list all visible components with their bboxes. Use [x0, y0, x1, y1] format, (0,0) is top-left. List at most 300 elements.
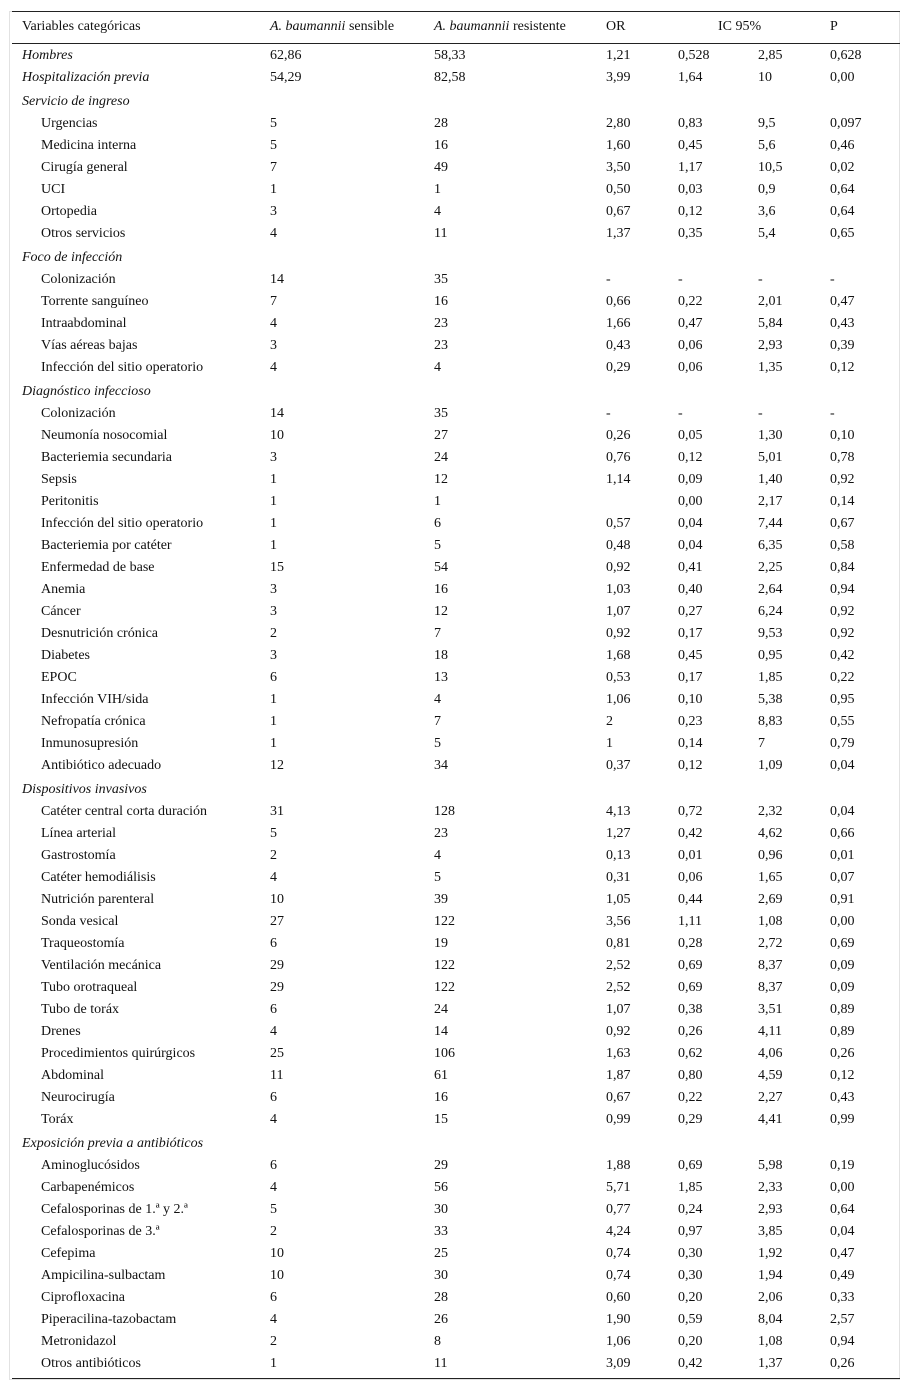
cell-sensible: 4 [270, 1024, 277, 1039]
cell-resistente: 35 [434, 406, 448, 421]
cell-or: 1,05 [606, 892, 631, 907]
cell-ic-upper: 9,53 [758, 626, 783, 641]
cell-or: 3,99 [606, 70, 631, 85]
row-label: Neurocirugía [41, 1090, 115, 1105]
cell-p: 0,00 [830, 1180, 855, 1195]
cell-ic-upper: 10 [758, 70, 772, 85]
cell-sensible: 2 [270, 1224, 277, 1239]
cell-or: 3,50 [606, 160, 631, 175]
row-label: Sepsis [41, 472, 77, 487]
cell-ic-upper: 4,06 [758, 1046, 783, 1061]
cell-sensible: 1 [270, 1356, 277, 1371]
cell-p: 0,84 [830, 560, 855, 575]
cell-resistente: 29 [434, 1158, 448, 1173]
cell-ic-lower: 0,06 [678, 870, 703, 885]
cell-resistente: 6 [434, 516, 441, 531]
cell-ic-upper: 4,11 [758, 1024, 782, 1039]
row-label: Neumonía nosocomial [41, 428, 168, 443]
cell-sensible: 4 [270, 226, 277, 241]
cell-resistente: 11 [434, 1356, 448, 1371]
cell-ic-upper: 1,30 [758, 428, 783, 443]
cell-p: 0,92 [830, 472, 855, 487]
cell-ic-upper: 5,84 [758, 316, 783, 331]
cell-ic-lower: 0,06 [678, 360, 703, 375]
cell-or: 1,27 [606, 826, 631, 841]
table-bottom-rule [12, 1378, 900, 1379]
row-label: Colonización [41, 406, 116, 421]
cell-p: 0,42 [830, 648, 855, 663]
cell-p: 0,47 [830, 294, 855, 309]
header-sensible-species: A. baumannii [270, 19, 346, 34]
cell-resistente: 1 [434, 494, 441, 509]
cell-p: 0,58 [830, 538, 855, 553]
cell-resistente: 23 [434, 338, 448, 353]
cell-or: - [606, 272, 611, 287]
cell-or: 0,92 [606, 626, 631, 641]
cell-ic-upper: 5,98 [758, 1158, 783, 1173]
cell-ic-upper: 1,08 [758, 914, 783, 929]
cell-or: 2 [606, 714, 613, 729]
cell-or: 1 [606, 736, 613, 751]
cell-ic-upper: 2,72 [758, 936, 783, 951]
row-label: Infección VIH/sida [41, 692, 149, 707]
row-label: Ampicilina-sulbactam [41, 1268, 166, 1283]
cell-resistente: 30 [434, 1202, 448, 1217]
row-label: Antibiótico adecuado [41, 758, 162, 773]
row-label: UCI [41, 182, 66, 197]
row-label: Dispositivos invasivos [22, 782, 147, 797]
row-label: EPOC [41, 670, 77, 685]
row-label: Diagnóstico infeccioso [22, 384, 151, 399]
cell-ic-lower: - [678, 406, 683, 421]
cell-or: 2,80 [606, 116, 631, 131]
cell-resistente: 122 [434, 980, 455, 995]
cell-or: 1,14 [606, 472, 631, 487]
cell-or: 0,48 [606, 538, 631, 553]
row-label: Hombres [22, 48, 73, 63]
cell-sensible: 54,29 [270, 70, 302, 85]
cell-resistente: 13 [434, 670, 448, 685]
cell-ic-lower: 0,45 [678, 648, 703, 663]
cell-ic-lower: 0,69 [678, 1158, 703, 1173]
row-label: Servicio de ingreso [22, 94, 130, 109]
cell-or: 0,50 [606, 182, 631, 197]
row-label: Tubo orotraqueal [41, 980, 138, 995]
cell-or: 3,56 [606, 914, 631, 929]
cell-ic-upper: 1,65 [758, 870, 783, 885]
cell-p: 0,43 [830, 316, 855, 331]
row-label: Diabetes [41, 648, 90, 663]
cell-p: 0,94 [830, 1334, 855, 1349]
cell-ic-lower: 0,41 [678, 560, 703, 575]
cell-sensible: 2 [270, 1334, 277, 1349]
cell-ic-lower: 0,05 [678, 428, 703, 443]
header-ic: IC 95% [718, 19, 762, 34]
cell-ic-upper: 1,92 [758, 1246, 783, 1261]
cell-sensible: 7 [270, 294, 277, 309]
cell-ic-lower: - [678, 272, 683, 287]
row-label: Piperacilina-tazobactam [41, 1312, 177, 1327]
cell-ic-lower: 0,04 [678, 516, 703, 531]
row-label: Metronidazol [41, 1334, 117, 1349]
cell-p: 0,00 [830, 914, 855, 929]
cell-ic-lower: 0,29 [678, 1112, 703, 1127]
cell-ic-lower: 1,11 [678, 914, 702, 929]
cell-p: 0,46 [830, 138, 855, 153]
header-sensible-label: sensible [345, 19, 395, 34]
cell-sensible: 5 [270, 138, 277, 153]
cell-or: 0,57 [606, 516, 631, 531]
cell-ic-lower: 0,20 [678, 1334, 703, 1349]
cell-or: - [606, 406, 611, 421]
cell-resistente: 24 [434, 1002, 448, 1017]
cell-ic-upper: 1,09 [758, 758, 783, 773]
cell-sensible: 4 [270, 870, 277, 885]
cell-resistente: 4 [434, 692, 441, 707]
row-label: Cefalosporinas de 1.ª y 2.ª [41, 1202, 188, 1217]
row-label: Infección del sitio operatorio [41, 516, 204, 531]
cell-ic-lower: 1,17 [678, 160, 703, 175]
cell-p: 0,00 [830, 70, 855, 85]
cell-ic-lower: 0,97 [678, 1224, 703, 1239]
cell-ic-upper: 8,83 [758, 714, 783, 729]
cell-ic-upper: 1,08 [758, 1334, 783, 1349]
cell-resistente: 34 [434, 758, 448, 773]
cell-p: 0,097 [830, 116, 862, 131]
cell-resistente: 28 [434, 116, 448, 131]
cell-p: 0,26 [830, 1046, 855, 1061]
cell-p: 0,04 [830, 804, 855, 819]
cell-resistente: 106 [434, 1046, 455, 1061]
row-label: Torrente sanguíneo [41, 294, 149, 309]
cell-ic-upper: 6,35 [758, 538, 783, 553]
cell-sensible: 1 [270, 494, 277, 509]
cell-p: 0,07 [830, 870, 855, 885]
cell-p: 0,04 [830, 1224, 855, 1239]
cell-resistente: 8 [434, 1334, 441, 1349]
cell-or: 0,74 [606, 1246, 631, 1261]
cell-sensible: 6 [270, 1090, 277, 1105]
cell-resistente: 61 [434, 1068, 448, 1083]
cell-ic-lower: 0,22 [678, 1090, 703, 1105]
cell-ic-lower: 0,12 [678, 204, 703, 219]
cell-sensible: 2 [270, 848, 277, 863]
cell-resistente: 4 [434, 360, 441, 375]
cell-resistente: 18 [434, 648, 448, 663]
row-label: Abdominal [41, 1068, 104, 1083]
cell-resistente: 128 [434, 804, 455, 819]
cell-or: 1,06 [606, 692, 631, 707]
table-header-rule [12, 43, 900, 44]
cell-sensible: 15 [270, 560, 284, 575]
cell-sensible: 25 [270, 1046, 284, 1061]
row-label: Exposición previa a antibióticos [22, 1136, 204, 1151]
cell-sensible: 5 [270, 1202, 277, 1217]
cell-or: 2,52 [606, 980, 631, 995]
cell-resistente: 30 [434, 1268, 448, 1283]
cell-or: 0,66 [606, 294, 631, 309]
cell-p: 0,66 [830, 826, 855, 841]
cell-sensible: 10 [270, 892, 284, 907]
cell-resistente: 4 [434, 848, 441, 863]
cell-or: 1,66 [606, 316, 631, 331]
cell-p: 0,09 [830, 958, 855, 973]
row-label: Peritonitis [41, 494, 99, 509]
cell-or: 0,31 [606, 870, 631, 885]
row-label: Colonización [41, 272, 116, 287]
cell-ic-lower: 0,27 [678, 604, 703, 619]
cell-or: 0,53 [606, 670, 631, 685]
cell-sensible: 27 [270, 914, 284, 929]
cell-ic-upper: - [758, 406, 763, 421]
cell-or: 0,29 [606, 360, 631, 375]
header-resistente-label: resistente [509, 19, 566, 34]
cell-ic-upper: 0,95 [758, 648, 783, 663]
cell-ic-upper: 5,38 [758, 692, 783, 707]
row-label: Bacteriemia secundaria [41, 450, 172, 465]
cell-ic-upper: 9,5 [758, 116, 776, 131]
row-label: Cefalosporinas de 3.ª [41, 1224, 160, 1239]
cell-ic-lower: 0,24 [678, 1202, 703, 1217]
cell-sensible: 4 [270, 316, 277, 331]
cell-resistente: 12 [434, 604, 448, 619]
cell-sensible: 2 [270, 626, 277, 641]
cell-resistente: 39 [434, 892, 448, 907]
cell-sensible: 1 [270, 472, 277, 487]
cell-ic-upper: 2,69 [758, 892, 783, 907]
cell-sensible: 3 [270, 450, 277, 465]
cell-resistente: 5 [434, 870, 441, 885]
cell-ic-lower: 0,62 [678, 1046, 703, 1061]
cell-ic-lower: 0,42 [678, 1356, 703, 1371]
cell-ic-upper: 10,5 [758, 160, 783, 175]
row-label: Drenes [41, 1024, 81, 1039]
cell-resistente: 1 [434, 182, 441, 197]
cell-ic-lower: 0,09 [678, 472, 703, 487]
cell-p: 0,64 [830, 182, 855, 197]
row-label: Cefepima [41, 1246, 96, 1261]
cell-or: 1,07 [606, 1002, 631, 1017]
cell-ic-upper: 3,85 [758, 1224, 783, 1239]
row-label: Tubo de toráx [41, 1002, 120, 1017]
cell-ic-lower: 0,28 [678, 936, 703, 951]
cell-ic-lower: 0,42 [678, 826, 703, 841]
row-label: Línea arterial [41, 826, 117, 841]
cell-ic-upper: 4,62 [758, 826, 783, 841]
cell-ic-upper: 2,64 [758, 582, 783, 597]
cell-ic-upper: 2,32 [758, 804, 783, 819]
cell-ic-upper: 2,93 [758, 1202, 783, 1217]
cell-ic-upper: 2,27 [758, 1090, 783, 1105]
cell-ic-lower: 0,72 [678, 804, 703, 819]
cell-ic-lower: 0,44 [678, 892, 703, 907]
cell-ic-lower: 0,12 [678, 758, 703, 773]
cell-resistente: 58,33 [434, 48, 466, 63]
cell-ic-upper: 2,06 [758, 1290, 783, 1305]
cell-resistente: 14 [434, 1024, 448, 1039]
cell-ic-upper: 2,85 [758, 48, 783, 63]
cell-ic-upper: 7 [758, 736, 765, 751]
cell-ic-lower: 0,10 [678, 692, 703, 707]
cell-or: 1,07 [606, 604, 631, 619]
row-label: Intraabdominal [41, 316, 127, 331]
cell-sensible: 62,86 [270, 48, 302, 63]
cell-ic-lower: 0,80 [678, 1068, 703, 1083]
cell-sensible: 29 [270, 958, 284, 973]
cell-or: 1,68 [606, 648, 631, 663]
cell-or: 2,52 [606, 958, 631, 973]
cell-ic-upper: 1,94 [758, 1268, 783, 1283]
row-label: Cáncer [41, 604, 81, 619]
cell-resistente: 7 [434, 714, 441, 729]
cell-or: 0,43 [606, 338, 631, 353]
cell-resistente: 4 [434, 204, 441, 219]
row-label: Nutrición parenteral [41, 892, 155, 907]
row-label: Bacteriemia por catéter [41, 538, 172, 553]
cell-resistente: 49 [434, 160, 448, 175]
cell-ic-lower: 0,30 [678, 1246, 703, 1261]
cell-p: 0,12 [830, 360, 855, 375]
cell-ic-lower: 0,23 [678, 714, 703, 729]
cell-resistente: 5 [434, 736, 441, 751]
row-label: Catéter central corta duración [41, 804, 207, 819]
cell-or: 1,03 [606, 582, 631, 597]
cell-p: 0,89 [830, 1002, 855, 1017]
row-label: Cirugía general [41, 160, 128, 175]
cell-p: 0,55 [830, 714, 855, 729]
row-label: Medicina interna [41, 138, 137, 153]
row-label: Hospitalización previa [22, 70, 150, 85]
cell-ic-lower: 0,69 [678, 958, 703, 973]
cell-p: 0,94 [830, 582, 855, 597]
cell-ic-lower: 0,45 [678, 138, 703, 153]
cell-p: 0,39 [830, 338, 855, 353]
cell-sensible: 1 [270, 182, 277, 197]
cell-ic-upper: 2,93 [758, 338, 783, 353]
row-label: Sonda vesical [41, 914, 119, 929]
row-label: Ventilación mecánica [41, 958, 162, 973]
cell-sensible: 6 [270, 670, 277, 685]
cell-resistente: 23 [434, 826, 448, 841]
cell-resistente: 56 [434, 1180, 448, 1195]
row-label: Procedimientos quirúrgicos [41, 1046, 196, 1061]
cell-sensible: 3 [270, 648, 277, 663]
cell-ic-lower: 0,03 [678, 182, 703, 197]
cell-p: 2,57 [830, 1312, 855, 1327]
cell-ic-upper: - [758, 272, 763, 287]
row-label: Infección del sitio operatorio [41, 360, 204, 375]
cell-or: 0,26 [606, 428, 631, 443]
cell-ic-lower: 0,30 [678, 1268, 703, 1283]
cell-sensible: 1 [270, 538, 277, 553]
cell-or: 0,76 [606, 450, 631, 465]
row-label: Ciprofloxacina [41, 1290, 125, 1305]
cell-ic-upper: 1,40 [758, 472, 783, 487]
cell-p: 0,33 [830, 1290, 855, 1305]
cell-sensible: 1 [270, 714, 277, 729]
cell-or: 0,74 [606, 1268, 631, 1283]
cell-p: 0,43 [830, 1090, 855, 1105]
cell-resistente: 54 [434, 560, 448, 575]
cell-or: 4,24 [606, 1224, 631, 1239]
cell-ic-lower: 0,35 [678, 226, 703, 241]
cell-ic-lower: 0,06 [678, 338, 703, 353]
cell-p: 0,47 [830, 1246, 855, 1261]
cell-ic-upper: 6,24 [758, 604, 783, 619]
cell-p: 0,78 [830, 450, 855, 465]
cell-or: 0,77 [606, 1202, 631, 1217]
cell-resistente: 28 [434, 1290, 448, 1305]
cell-ic-upper: 2,33 [758, 1180, 783, 1195]
cell-resistente: 122 [434, 958, 455, 973]
cell-ic-lower: 0,17 [678, 626, 703, 641]
cell-p: 0,49 [830, 1268, 855, 1283]
cell-ic-upper: 4,59 [758, 1068, 783, 1083]
cell-resistente: 5 [434, 538, 441, 553]
cell-ic-lower: 0,12 [678, 450, 703, 465]
cell-sensible: 6 [270, 1002, 277, 1017]
cell-resistente: 82,58 [434, 70, 466, 85]
cell-or: 1,37 [606, 226, 631, 241]
cell-sensible: 4 [270, 1112, 277, 1127]
cell-p: 0,14 [830, 494, 855, 509]
cell-sensible: 6 [270, 1158, 277, 1173]
cell-ic-lower: 1,85 [678, 1180, 703, 1195]
cell-p: 0,19 [830, 1158, 855, 1173]
cell-resistente: 25 [434, 1246, 448, 1261]
cell-ic-upper: 5,01 [758, 450, 783, 465]
cell-sensible: 29 [270, 980, 284, 995]
cell-p: 0,10 [830, 428, 855, 443]
cell-ic-lower: 0,20 [678, 1290, 703, 1305]
cell-ic-upper: 1,35 [758, 360, 783, 375]
cell-ic-upper: 8,04 [758, 1312, 783, 1327]
cell-p: 0,01 [830, 848, 855, 863]
cell-sensible: 5 [270, 826, 277, 841]
cell-or: 4,13 [606, 804, 631, 819]
cell-p: 0,628 [830, 48, 862, 63]
cell-p: 0,67 [830, 516, 855, 531]
cell-sensible: 1 [270, 736, 277, 751]
cell-ic-upper: 8,37 [758, 980, 783, 995]
cell-resistente: 33 [434, 1224, 448, 1239]
row-label: Ortopedia [41, 204, 97, 219]
header-p: P [830, 19, 838, 34]
cell-ic-lower: 0,14 [678, 736, 703, 751]
cell-ic-lower: 0,59 [678, 1312, 703, 1327]
cell-ic-lower: 0,47 [678, 316, 703, 331]
cell-resistente: 26 [434, 1312, 448, 1327]
cell-or: 1,87 [606, 1068, 631, 1083]
cell-p: 0,09 [830, 980, 855, 995]
row-label: Otros servicios [41, 226, 126, 241]
cell-resistente: 27 [434, 428, 448, 443]
cell-p: 0,26 [830, 1356, 855, 1371]
cell-resistente: 15 [434, 1112, 448, 1127]
cell-sensible: 4 [270, 360, 277, 375]
cell-resistente: 24 [434, 450, 448, 465]
cell-or: 0,13 [606, 848, 631, 863]
cell-ic-lower: 0,22 [678, 294, 703, 309]
cell-p: 0,91 [830, 892, 855, 907]
cell-or: 3,09 [606, 1356, 631, 1371]
cell-ic-upper: 3,6 [758, 204, 776, 219]
cell-sensible: 1 [270, 692, 277, 707]
row-label: Aminoglucósidos [41, 1158, 140, 1173]
cell-ic-lower: 0,01 [678, 848, 703, 863]
cell-ic-lower: 0,38 [678, 1002, 703, 1017]
row-label: Vías aéreas bajas [41, 338, 138, 353]
